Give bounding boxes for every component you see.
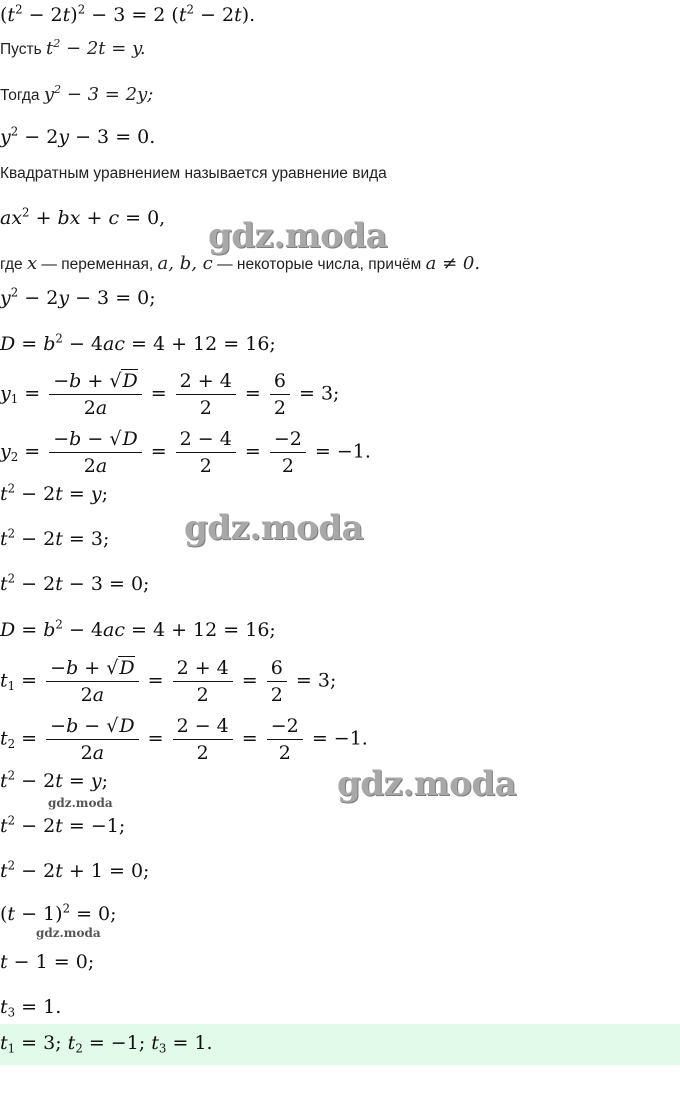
root-t2: $t_2$ = $\frac{-b - √D}{2a}$ = $\frac{2 - 4}{2}$ = $\frac{-2}{2}$ = −1. (0, 715, 368, 763)
equation-t-quadratic-2: $t^2 - 2t + 1 = 0$; (0, 858, 150, 882)
answer-box (0, 1024, 680, 1065)
equation-t-quadratic-1: $t^2 - 2t - 3 = 0$; (0, 571, 150, 595)
equation-y-again: $y^2 - 2y - 3 = 0$; (0, 285, 156, 309)
answer-text: $t_1 = 3$; $t_2 = -1$; $t_3 = 1$. (0, 1032, 213, 1056)
equation-t-eq-3: $t^2 - 2t = 3$; (0, 526, 110, 550)
discriminant-1: $D = b^2 - 4ac = 4 + 12 = 16$; (0, 331, 276, 355)
watermark-logo-3: gdz.moda (337, 764, 517, 804)
substitution-line: Пусть $t^2 - 2t = y$. (0, 36, 146, 59)
root-y1: $y_1$ = $\frac{-b + √D}{2a}$ = $\frac{2 + 4}{2}$ = $\frac{6}{2}$ = 3; (0, 370, 340, 419)
watermark-small-2: gdz.moda (36, 926, 101, 940)
definition-text: Квадратным уравнением называется уравнение вида (0, 165, 387, 182)
watermark-logo-1: gdz.moda (208, 216, 388, 256)
back-substitution-1: $t^2 - 2t = y$; (0, 481, 109, 505)
root-t1: $t_1$ = $\frac{-b + √D}{2a}$ = $\frac{2 + 4}{2}$ = $\frac{6}{2}$ = 3; (0, 657, 337, 706)
equation-line-1: $(t^2 - 2t)^2 - 3 = 2$ $(t^2 - 2t)$. (0, 2, 256, 26)
back-substitution-2: $t^2 - 2t = y$; (0, 768, 109, 792)
equation-y-quadratic: $y^2 - 2y - 3 = 0$. (0, 124, 156, 148)
then-line: Тогда $y^2 - 3 = 2y$; (0, 82, 154, 105)
equation-linear: t − 1 = 0; (0, 951, 95, 973)
watermark-small-1: gdz.moda (48, 796, 113, 810)
root-t3: $t_3 = 1$. (0, 996, 62, 1020)
equation-square: $(t - 1)^2 = 0$; (0, 901, 117, 925)
root-y2: $y_2$ = $\frac{-b - √D}{2a}$ = $\frac{2 - 4}{2}$ = $\frac{-2}{2}$ = −1. (0, 428, 371, 476)
equation-t-eq-minus1: $t^2 - 2t = -1$; (0, 813, 126, 837)
general-form: $ax^2$ + bx + c = 0, (0, 205, 166, 229)
discriminant-2: $D = b^2 - 4ac = 4 + 12 = 16$; (0, 617, 276, 641)
watermark-logo-2: gdz.moda (184, 508, 364, 548)
definition-explanation: где x — переменная, a, b, c — некоторые числа, причём a ≠ 0. (0, 253, 481, 274)
